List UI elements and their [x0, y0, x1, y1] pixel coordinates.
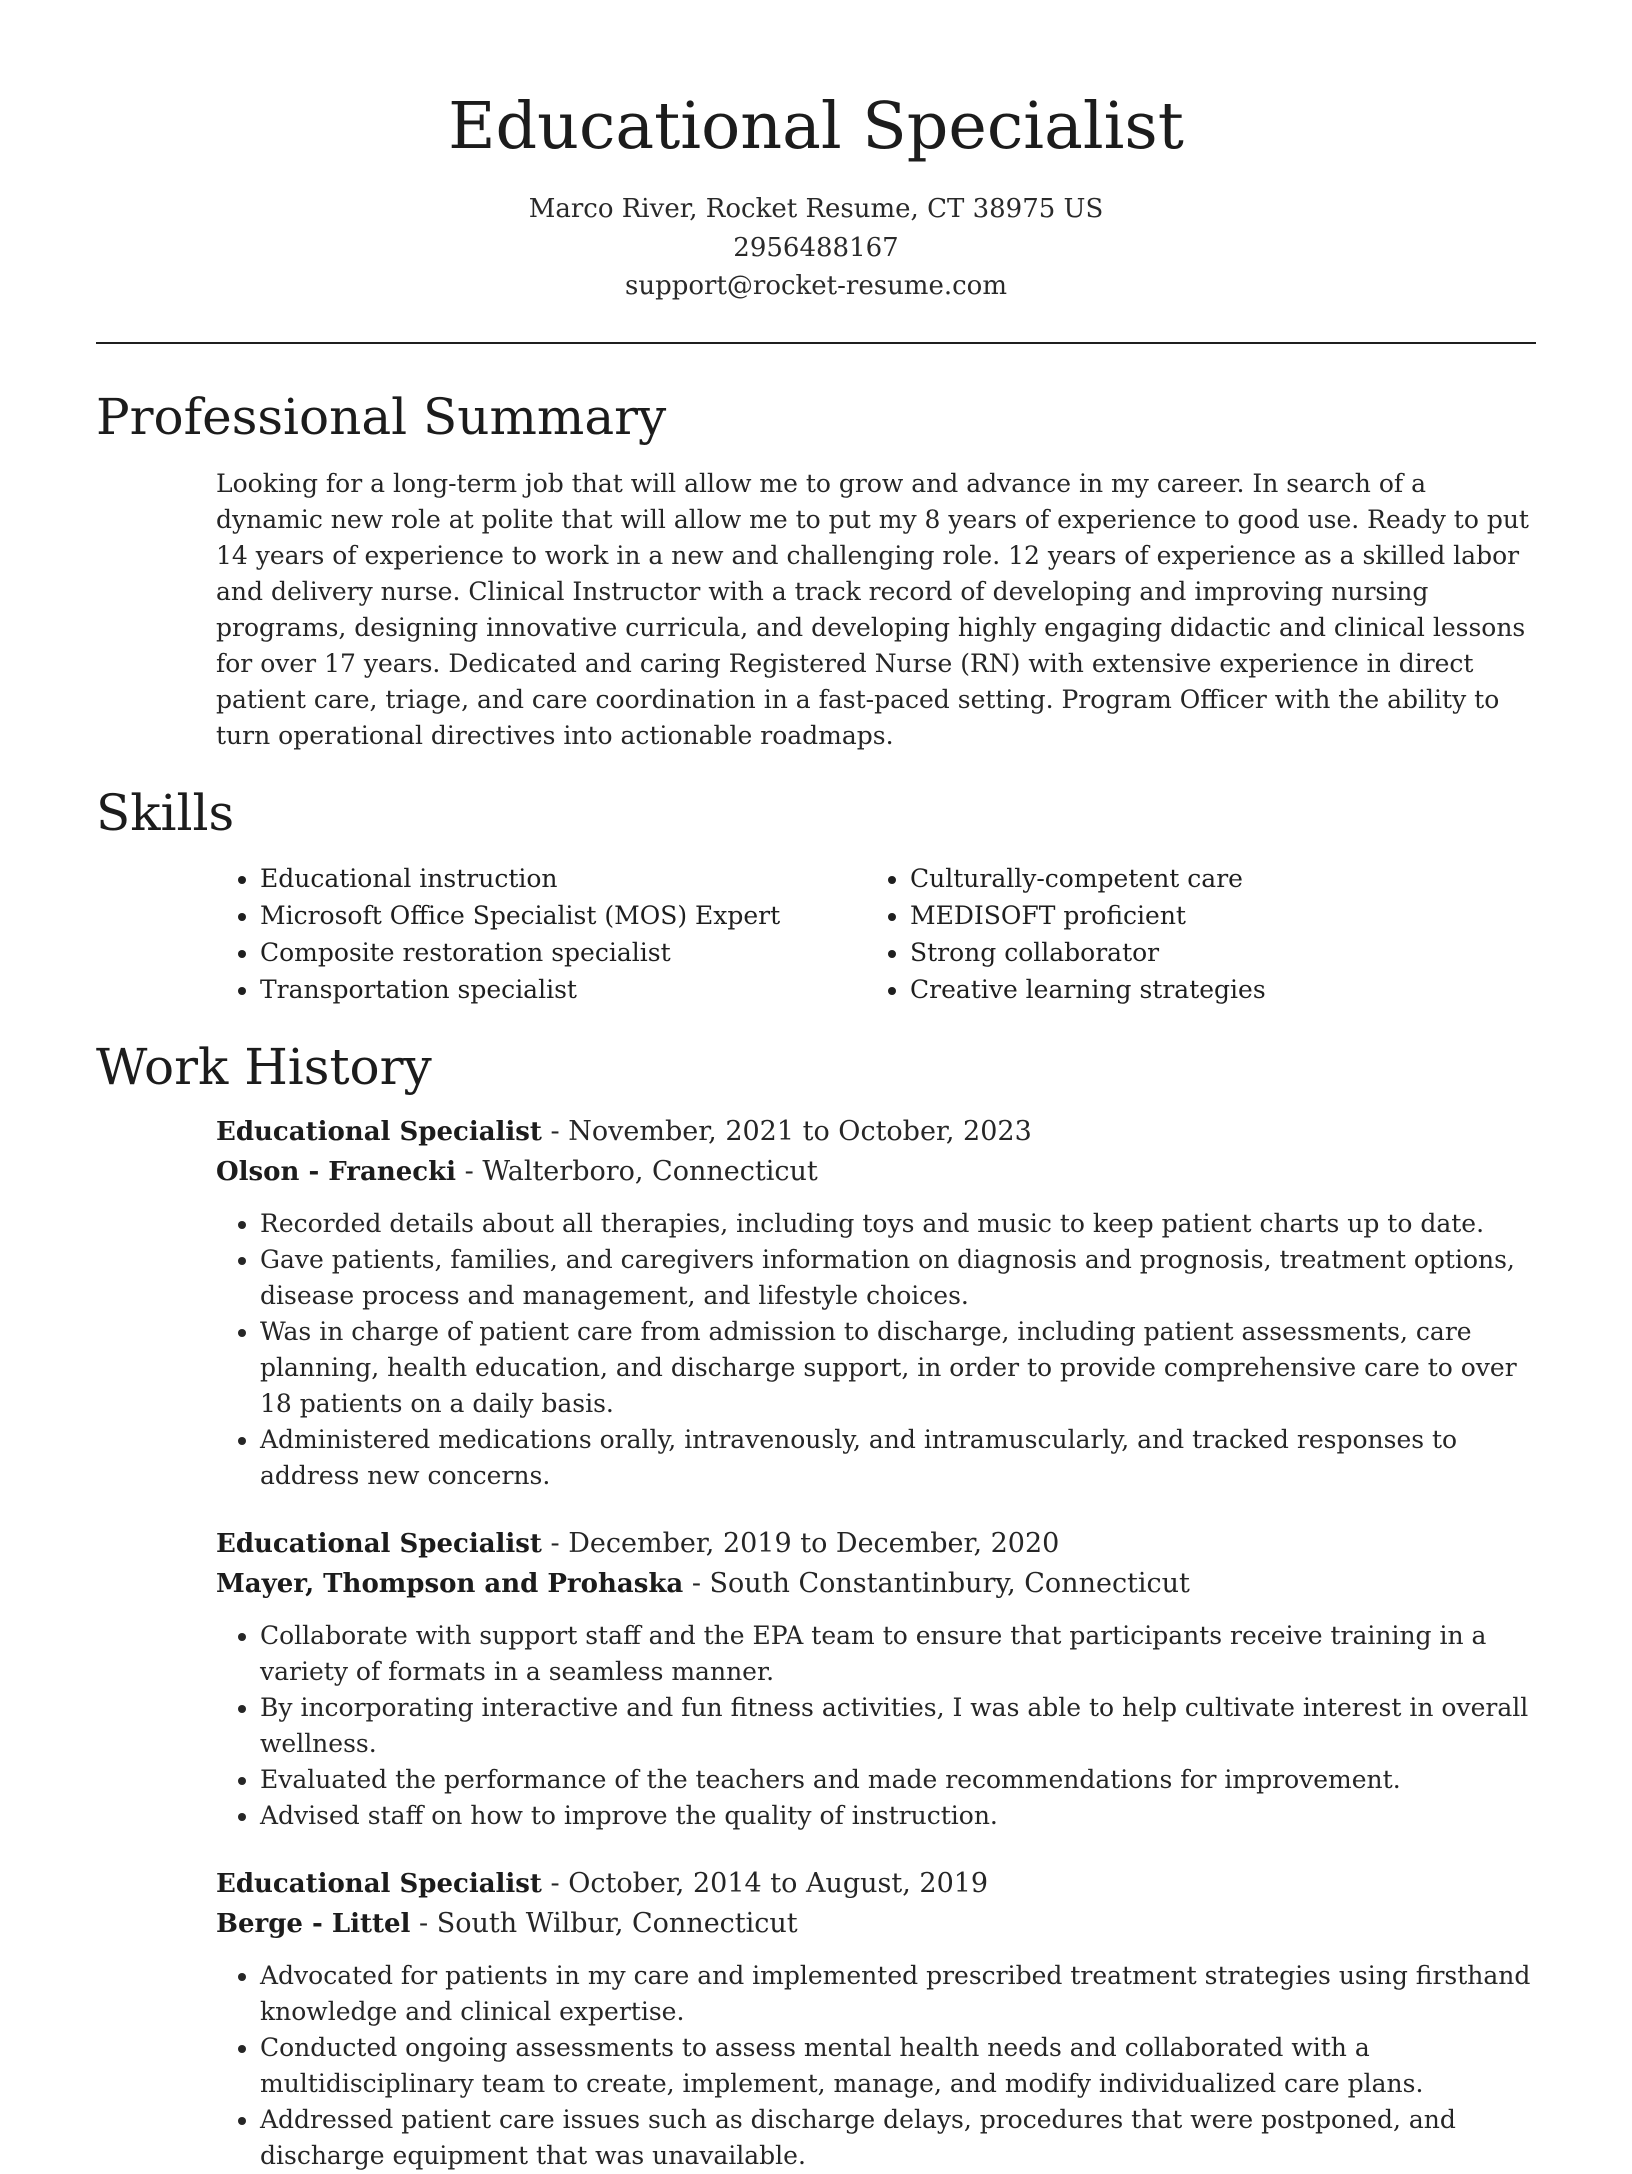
contact-phone: 2956488167 — [733, 232, 899, 263]
job-role-line — [216, 1112, 1536, 1152]
job-bullet: • Addressed patient care issues such as discharge delays, procedures that were postponed, and discharge equipment that was unavailable. — [260, 2102, 1536, 2174]
job-company-line — [216, 1152, 1536, 1192]
job-bullet: • By incorporating interactive and fun fitness activities, I was able to help cultivate interest in overall wellness. — [260, 1690, 1536, 1762]
job-bullet: • Collaborate with support staff and the EPA team to ensure that participants receive training in a variety of formats in a seamless manner. — [260, 1618, 1536, 1690]
resume-page — [96, 0, 1536, 2174]
job-location: - South Wilbur, Connecticut — [410, 1907, 798, 1939]
job-role-line — [216, 1524, 1536, 1564]
job-entry — [216, 1524, 1536, 1834]
contact-block — [96, 190, 1536, 306]
job-bullet: • Was in charge of patient care from admission to discharge, including patient assessments, care planning, health education, and discharge support, in order to provide comprehensive care to over 18 patients on a daily basis. — [260, 1314, 1536, 1422]
job-location: - South Constantinbury, Connecticut — [683, 1567, 1190, 1599]
skill-item: • Microsoft Office Specialist (MOS) Expert — [260, 897, 866, 934]
job-location: - Walterboro, Connecticut — [456, 1155, 818, 1187]
job-bullet: • Advised staff on how to improve the quality of instruction. — [260, 1798, 1536, 1834]
job-bullet: • Administered medications orally, intravenously, and intramuscularly, and tracked responses to address new concerns. — [260, 1422, 1536, 1494]
job-bullet: • Advocated for patients in my care and implemented prescribed treatment strategies using firsthand knowledge and clinical expertise. — [260, 1958, 1536, 2030]
resume-header — [96, 0, 1536, 306]
summary-heading: Professional Summary — [96, 387, 667, 446]
skill-item: • Culturally-competent care — [910, 860, 1466, 897]
job-company: Berge - Littel — [216, 1908, 411, 1939]
job-entry — [216, 1112, 1536, 1494]
contact-email: support@rocket-resume.com — [624, 271, 1007, 301]
job-entry — [216, 1864, 1536, 2174]
job-role: Educational Specialist — [216, 1528, 542, 1559]
job-role-line — [216, 1864, 1536, 1904]
job-bullets — [216, 1618, 1536, 1834]
skills-heading: Skills — [96, 783, 235, 842]
summary-text: Looking for a long-term job that will allow me to grow and advance in my career. In search of a dynamic new role at polite that will allow me to put my 8 years of experience to good use. Ready to put 14 years of experience to work in a new and challenging role. 12 years of experience as a skilled labor and delivery nurse. Clinical Instructor with a track record of developing and improving nursing programs, designing innovative curricula, and developing highly engaging didactic and clinical lessons for over 17 years. Dedicated and caring Registered Nurse (RN) with extensive experience in direct patient care, triage, and care coordination in a fast-paced setting. Program Officer with the ability to turn operational directives into actionable roadmaps. — [216, 468, 1529, 750]
skill-item: • Educational instruction — [260, 860, 866, 897]
job-bullet: • Evaluated the performance of the teachers and made recommendations for improvement. — [260, 1762, 1536, 1798]
job-role: Educational Specialist — [216, 1116, 542, 1147]
job-dates: - November, 2021 to October, 2023 — [541, 1115, 1032, 1147]
job-dates: - December, 2019 to December, 2020 — [541, 1527, 1060, 1559]
job-bullet: • Conducted ongoing assessments to assess mental health needs and collaborated with a multidisciplinary team to create, implement, manage, and modify individualized care plans. — [260, 2030, 1536, 2102]
job-company: Olson - Franecki — [216, 1156, 457, 1187]
job-bullet: • Gave patients, families, and caregivers information on diagnosis and prognosis, treatment options, disease process and management, and lifestyle choices. — [260, 1242, 1536, 1314]
skill-item: • Creative learning strategies — [910, 971, 1466, 1008]
job-bullet: • Recorded details about all therapies, including toys and music to keep patient charts up to date. — [260, 1206, 1536, 1242]
job-role: Educational Specialist — [216, 1868, 542, 1899]
skills-column-left — [216, 860, 866, 1008]
candidate-title: Educational Specialist — [448, 89, 1184, 164]
skill-item: • Transportation specialist — [260, 971, 866, 1008]
job-company-line — [216, 1564, 1536, 1604]
skill-item: • Strong collaborator — [910, 934, 1466, 971]
skill-item: • MEDISOFT proficient — [910, 897, 1466, 934]
work-history-heading: Work History — [96, 1037, 432, 1096]
contact-address: Marco River, Rocket Resume, CT 38975 US — [528, 194, 1104, 224]
skills-list — [216, 860, 1536, 1008]
skills-column-right — [866, 860, 1466, 1008]
header-divider — [96, 342, 1536, 344]
job-dates: - October, 2014 to August, 2019 — [541, 1867, 989, 1899]
job-bullets — [216, 1958, 1536, 2174]
job-company-line — [216, 1904, 1536, 1944]
skill-item: • Composite restoration specialist — [260, 934, 866, 971]
job-company: Mayer, Thompson and Prohaska — [216, 1568, 684, 1599]
job-bullets — [216, 1206, 1536, 1494]
